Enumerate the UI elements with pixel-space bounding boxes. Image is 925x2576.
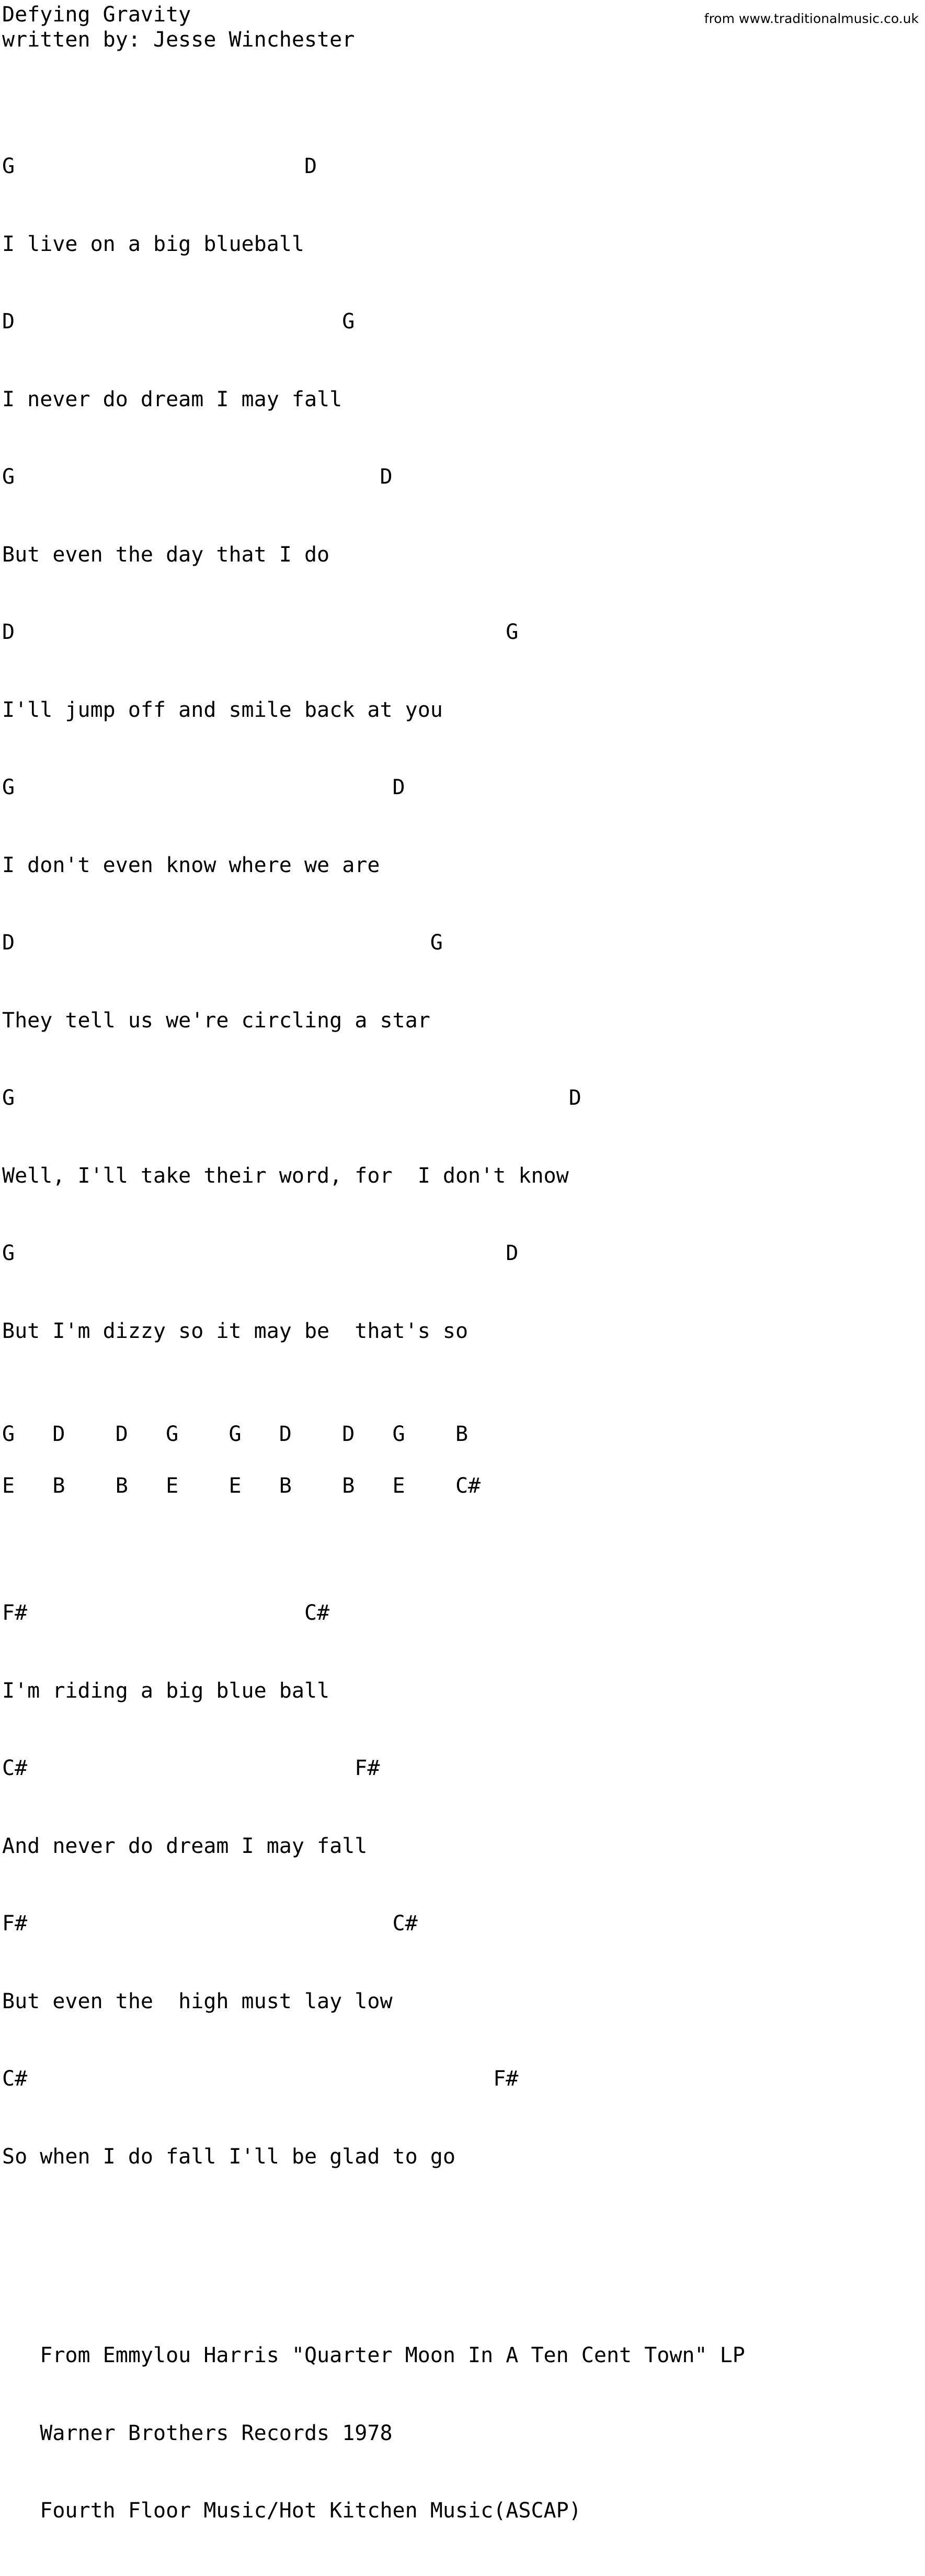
verse-one-line-12: They tell us we're circling a star: [2, 1008, 430, 1033]
spacer-between-chordrows: [0, 1448, 925, 1473]
song-byline: written by: Jesse Winchester: [2, 28, 355, 52]
verse-one-line-2: I live on a big blueball: [2, 232, 304, 256]
verse-two-block: [0, 1549, 925, 2222]
verse-one-line-1: G D: [2, 154, 317, 178]
spacer-before-verse-two: [0, 1499, 925, 1549]
verse-one-line-3: D G: [2, 310, 355, 334]
footer-line-3: Fourth Floor Music/Hot Kitchen Music(ASCAP): [2, 2499, 581, 2523]
verse-one-line-13: G D: [2, 1086, 581, 1110]
footer-line-1: From Emmylou Harris "Quarter Moon In A Ten Cent Town" LP: [2, 2343, 745, 2367]
spacer-before-footer: [0, 2222, 925, 2271]
verse-two-line-3: C# F#: [2, 1756, 380, 1780]
verse-one-line-5: G D: [2, 465, 393, 489]
spacer-before-footer-extra: [0, 2271, 925, 2291]
page-title: Defying Gravity: [2, 3, 191, 27]
verse-one-line-9: G D: [2, 775, 405, 799]
chord-progression-row-one: G D D G G D D G B: [2, 1422, 469, 1446]
verse-one-line-11: D G: [2, 931, 443, 955]
spacer-after-header: [0, 52, 925, 102]
verse-two-line-6: But even the high must lay low: [2, 1989, 393, 2013]
verse-one-line-16: But I'm dizzy so it may be that's so: [2, 1319, 469, 1343]
verse-one-line-14: Well, I'll take their word, for I don't know: [2, 1163, 569, 1188]
verse-two-line-7: C# F#: [2, 2067, 519, 2091]
verse-one-line-10: I don't even know where we are: [2, 853, 380, 877]
verse-two-line-2: I'm riding a big blue ball: [2, 1678, 330, 1703]
document-header: [0, 0, 925, 52]
verse-two-line-4: And never do dream I may fall: [2, 1834, 368, 1858]
verse-one-line-8: I'll jump off and smile back at you: [2, 697, 443, 722]
chord-progression-row-two: E B B E E B B E C#: [2, 1473, 481, 1498]
verse-one-block: [0, 102, 925, 1396]
verse-two-line-5: F# C#: [2, 1911, 418, 1936]
footer-line-2: Warner Brothers Records 1978: [2, 2421, 393, 2445]
source-attribution: from www.traditionalmusic.co.uk: [704, 11, 919, 26]
spacer-before-chordrow-one: [0, 1396, 925, 1422]
verse-two-line-8: So when I do fall I'll be glad to go: [2, 2144, 455, 2169]
footer-credits: [0, 2291, 925, 2576]
verse-one-line-15: G D: [2, 1241, 519, 1265]
verse-two-line-1: F# C#: [2, 1601, 330, 1625]
verse-one-line-6: But even the day that I do: [2, 542, 330, 567]
verse-one-line-7: D G: [2, 620, 519, 644]
verse-one-line-4: I never do dream I may fall: [2, 387, 342, 411]
